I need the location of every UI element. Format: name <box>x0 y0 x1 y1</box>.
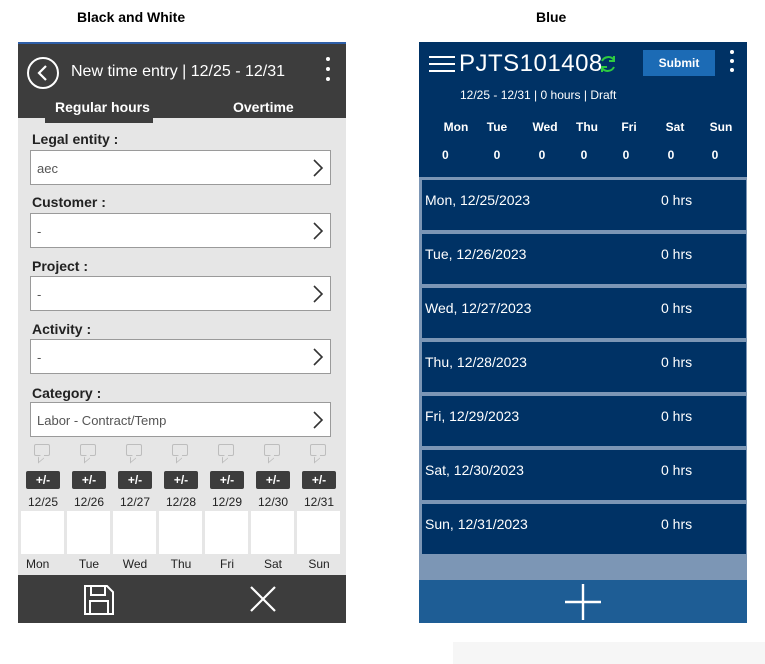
hours-input[interactable] <box>67 511 110 554</box>
comment-icon[interactable] <box>172 444 188 456</box>
day-row[interactable] <box>422 180 746 230</box>
background-panel <box>453 642 765 664</box>
day-row-hours: 0 hrs <box>661 354 693 370</box>
day-row[interactable] <box>422 234 746 284</box>
hamburger-menu-icon[interactable] <box>429 56 455 72</box>
chevron-right-icon <box>312 348 324 366</box>
activity-value: - <box>37 350 42 365</box>
comment-icon[interactable] <box>264 444 280 456</box>
category-label: Category : <box>32 385 102 401</box>
chevron-right-icon <box>312 285 324 303</box>
day-date: 12/28 <box>165 495 197 509</box>
bw-footer <box>18 575 346 623</box>
blue-right-margin <box>747 42 765 623</box>
project-value: - <box>37 287 42 302</box>
comment-icon[interactable] <box>310 444 326 456</box>
back-arrow-icon <box>36 65 52 81</box>
refresh-icon[interactable] <box>598 54 618 74</box>
week-day-summary <box>523 120 567 162</box>
week-day-name: Wed <box>532 120 558 134</box>
hours-input[interactable] <box>21 511 64 554</box>
legal-entity-label: Legal entity : <box>32 131 119 147</box>
week-day-hours: 0 <box>667 148 675 162</box>
comment-icon[interactable] <box>218 444 234 456</box>
adjust-button[interactable]: +/- <box>26 471 60 489</box>
close-icon[interactable] <box>249 585 277 613</box>
day-row[interactable] <box>422 450 746 500</box>
tab-regular-hours[interactable]: Regular hours <box>55 99 150 115</box>
week-day-summary <box>699 120 743 162</box>
week-day-name: Tue <box>486 120 508 134</box>
activity-label: Activity : <box>32 321 92 337</box>
save-icon[interactable] <box>83 584 115 616</box>
comment-icon[interactable] <box>126 444 142 456</box>
chevron-right-icon <box>312 159 324 177</box>
caption-blue: Blue <box>536 9 567 25</box>
day-column <box>251 444 295 571</box>
day-column <box>159 444 203 571</box>
day-date: 12/29 <box>211 495 243 509</box>
blue-phone-screen <box>419 42 747 623</box>
project-field[interactable] <box>30 276 331 311</box>
week-day-hours: 0 <box>493 148 501 162</box>
day-row-date: Sat, 12/30/2023 <box>425 462 524 478</box>
caption-black-and-white: Black and White <box>77 9 186 25</box>
day-name: Sun <box>308 557 330 571</box>
day-column <box>205 444 249 571</box>
bw-header <box>18 44 346 96</box>
back-button[interactable] <box>27 57 59 89</box>
week-day-summary <box>475 120 519 162</box>
chevron-right-icon <box>312 411 324 429</box>
day-row-hours: 0 hrs <box>661 516 693 532</box>
adjust-button[interactable]: +/- <box>210 471 244 489</box>
customer-field[interactable] <box>30 213 331 248</box>
page-title: New time entry | 12/25 - 12/31 <box>71 63 286 80</box>
day-row-date: Tue, 12/26/2023 <box>425 246 527 262</box>
week-day-summary <box>565 120 609 162</box>
week-day-summary <box>653 120 697 162</box>
day-name: Sat <box>263 557 282 571</box>
day-date: 12/25 <box>27 495 59 509</box>
hours-input[interactable] <box>251 511 294 554</box>
adjust-button[interactable]: +/- <box>118 471 152 489</box>
hours-input[interactable] <box>113 511 156 554</box>
day-row-date: Wed, 12/27/2023 <box>425 300 532 316</box>
tab-overtime[interactable]: Overtime <box>233 99 294 115</box>
customer-value: - <box>37 224 42 239</box>
day-row[interactable] <box>422 396 746 446</box>
adjust-button[interactable]: +/- <box>256 471 290 489</box>
day-date: 12/26 <box>73 495 105 509</box>
day-column <box>297 444 341 571</box>
comment-icon[interactable] <box>34 444 50 456</box>
submit-button[interactable]: Submit <box>643 50 715 76</box>
customer-label: Customer : <box>32 194 106 210</box>
week-day-summary <box>607 120 651 162</box>
day-column <box>67 444 111 571</box>
day-row-hours: 0 hrs <box>661 408 693 424</box>
timesheet-id: PJTS101408 <box>459 50 603 77</box>
week-day-hours: 0 <box>442 148 449 162</box>
day-row-hours: 0 hrs <box>661 300 693 316</box>
day-row-hours: 0 hrs <box>661 192 693 208</box>
adjust-button[interactable]: +/- <box>302 471 336 489</box>
legal-entity-field[interactable] <box>30 150 331 185</box>
adjust-button[interactable]: +/- <box>72 471 106 489</box>
more-vertical-icon[interactable] <box>728 50 736 76</box>
day-row-hours: 0 hrs <box>661 462 693 478</box>
day-name: Thu <box>170 557 192 571</box>
timesheet-summary: 12/25 - 12/31 | 0 hours | Draft <box>460 88 617 102</box>
day-row-date: Mon, 12/25/2023 <box>425 192 531 208</box>
chevron-right-icon <box>312 222 324 240</box>
hours-input[interactable] <box>297 511 340 554</box>
adjust-button[interactable]: +/- <box>164 471 198 489</box>
project-label: Project : <box>32 258 89 274</box>
week-day-name: Sat <box>665 120 685 134</box>
day-row-date: Thu, 12/28/2023 <box>425 354 527 370</box>
day-row-date: Fri, 12/29/2023 <box>425 408 520 424</box>
day-row[interactable] <box>422 288 746 338</box>
week-day-hours: 0 <box>622 148 630 162</box>
active-tab-indicator <box>45 118 153 123</box>
bw-phone-screen <box>18 42 346 623</box>
day-name: Tue <box>78 557 100 571</box>
day-date: 12/27 <box>119 495 151 509</box>
day-column <box>113 444 157 571</box>
week-day-hours: 0 <box>538 148 546 162</box>
legal-entity-value: aec <box>37 161 58 176</box>
week-day-name: Fri <box>621 120 637 134</box>
week-day-hours: 0 <box>711 148 719 162</box>
day-date: 12/30 <box>257 495 289 509</box>
day-row-hours: 0 hrs <box>661 246 693 262</box>
day-name: Mon <box>26 557 50 571</box>
day-name: Fri <box>220 557 234 571</box>
day-date: 12/31 <box>303 495 335 509</box>
day-row-date: Sun, 12/31/2023 <box>425 516 528 532</box>
hours-input[interactable] <box>159 511 202 554</box>
plus-icon[interactable] <box>563 582 603 622</box>
category-value: Labor - Contract/Temp <box>37 413 167 428</box>
activity-field[interactable] <box>30 339 331 374</box>
day-name: Wed <box>122 557 148 571</box>
bw-tab-bar <box>18 96 346 118</box>
day-row[interactable] <box>422 342 746 392</box>
comment-icon[interactable] <box>80 444 96 456</box>
week-day-name: Thu <box>576 120 598 134</box>
category-field[interactable] <box>30 402 331 437</box>
day-list <box>419 177 747 580</box>
day-column <box>21 444 65 571</box>
more-vertical-icon[interactable] <box>324 57 332 87</box>
week-day-name: Sun <box>709 120 733 134</box>
week-day-name: Mon <box>443 120 469 134</box>
blue-footer <box>419 580 747 623</box>
week-day-hours: 0 <box>580 148 588 162</box>
hours-input[interactable] <box>205 511 248 554</box>
day-row[interactable] <box>422 504 746 554</box>
week-day-summary <box>434 120 478 162</box>
